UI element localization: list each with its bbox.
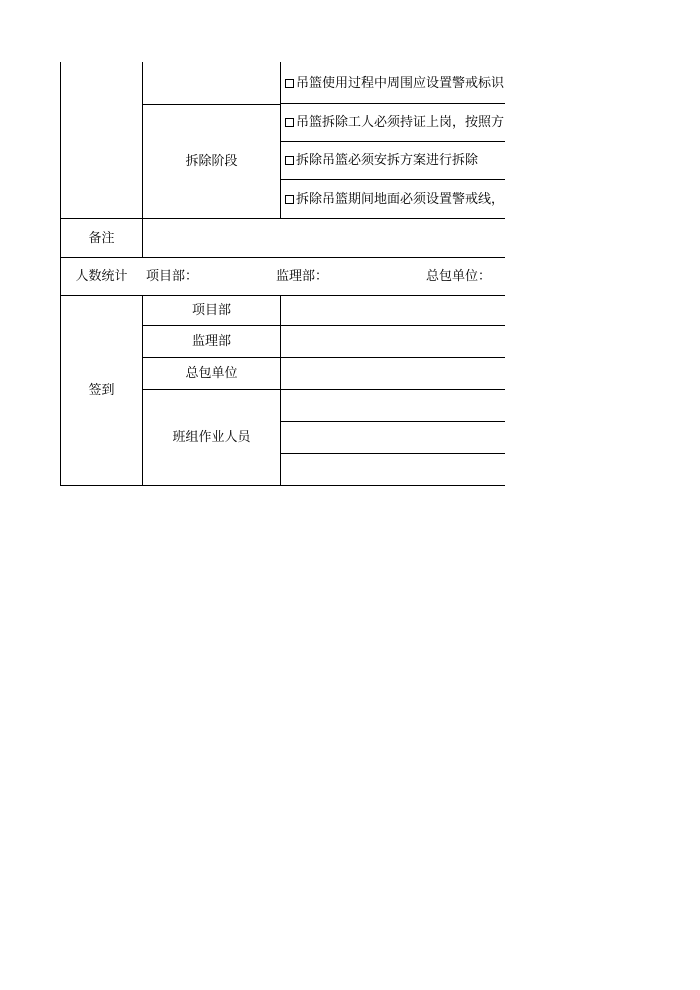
checklist-item-text: 吊篮拆除工人必须持证上岗，按照方 <box>296 115 505 130</box>
remarks-field[interactable] <box>143 219 505 257</box>
checkbox-icon[interactable] <box>285 195 294 204</box>
headcount-project-dept: 项目部： <box>146 269 199 284</box>
signature-field[interactable] <box>281 454 505 485</box>
stage-label-dismantle: 拆除阶段 <box>185 154 238 169</box>
checklist-item <box>281 180 505 218</box>
remarks-label: 备注 <box>88 230 115 246</box>
signature-field[interactable] <box>281 358 505 389</box>
table-border-bottom <box>60 485 505 486</box>
signin-row-project-dept: 项目部 <box>191 303 231 318</box>
signature-field[interactable] <box>281 390 505 421</box>
signature-field[interactable] <box>281 296 505 325</box>
signin-row-team-workers: 班组作业人员 <box>172 430 251 445</box>
checklist-item-text: 拆除吊篮必须安拆方案进行拆除 <box>296 153 479 168</box>
checkbox-icon[interactable] <box>285 156 294 165</box>
headcount-general-contractor: 总包单位： <box>426 269 492 284</box>
checklist-item <box>281 104 505 141</box>
signature-field[interactable] <box>281 422 505 453</box>
checklist-item <box>281 142 505 179</box>
signin-label: 签到 <box>88 383 115 398</box>
checkbox-icon[interactable] <box>285 118 294 127</box>
headcount-label: 人数统计 <box>75 269 128 284</box>
checklist-item-text: 吊篮使用过程中周围应设置警戒标识 <box>296 75 505 91</box>
signin-row-supervision-dept: 监理部 <box>191 334 231 349</box>
headcount-supervision-dept: 监理部： <box>276 269 329 284</box>
checklist-item <box>281 63 505 103</box>
checkbox-icon[interactable] <box>285 79 294 88</box>
signin-row-general-contractor: 总包单位 <box>185 366 238 381</box>
signature-field[interactable] <box>281 326 505 357</box>
checklist-item-text: 拆除吊篮期间地面必须设置警戒线， <box>296 191 505 207</box>
